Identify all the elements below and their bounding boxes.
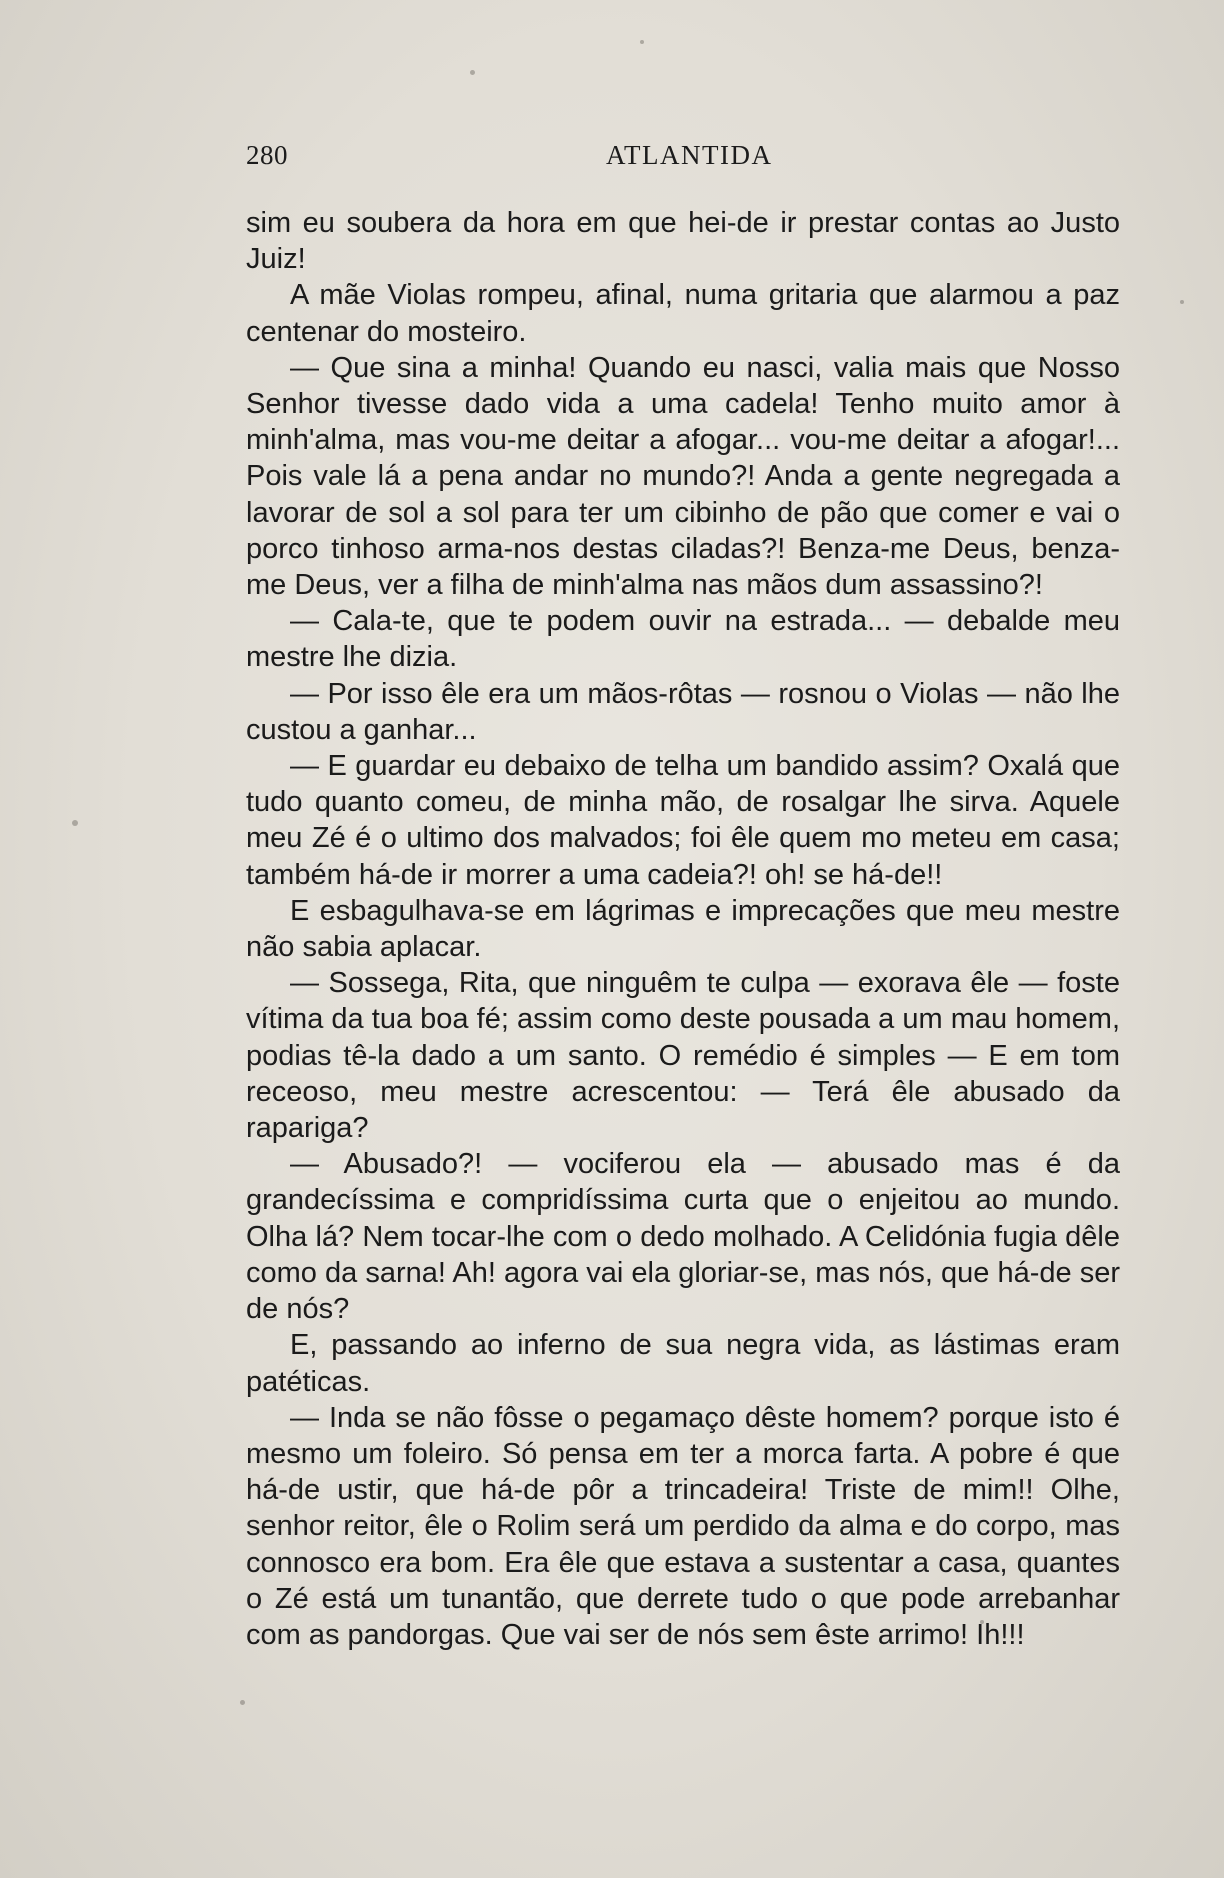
body-text bbox=[246, 205, 1120, 1653]
paper-speck bbox=[470, 70, 475, 75]
paragraph: E esbagulhava-se em lágrimas e imprecações que meu mestre não sabia aplacar. bbox=[246, 894, 1120, 964]
paragraph: — E guardar eu debaixo de telha um bandido assim? Oxalá que tudo quanto comeu, de minha mão, de rosalgar lhe sirva. Aquele meu Zé é o ultimo dos malvados; foi êle quem mo meteu em casa; também há-de ir morrer a uma cadeia?! oh! se há-de!! bbox=[246, 750, 1120, 891]
paragraph: — Sossega, Rita, que ninguêm te culpa — exorava êle — foste vítima da tua boa fé; assim como deste pousada a um mau homem, podias tê-la dado a um santo. O remédio é simples — E em tom receoso, meu mestre acrescentou: — Terá êle abusado da rapariga? bbox=[246, 967, 1120, 1145]
page-number: 280 bbox=[246, 140, 288, 170]
page-header bbox=[246, 140, 1116, 180]
paper-speck bbox=[640, 40, 644, 44]
paragraph: — Por isso êle era um mãos-rôtas — rosnou o Violas — não lhe custou a ganhar... bbox=[246, 677, 1120, 746]
paragraph: sim eu soubera da hora em que hei-de ir prestar contas ao Justo Juiz! bbox=[246, 207, 1120, 276]
paragraph: A mãe Violas rompeu, afinal, numa gritaria que alarmou a paz centenar do mosteiro. bbox=[246, 279, 1120, 348]
paper-speck bbox=[72, 820, 78, 826]
paragraph: E, passando ao inferno de sua negra vida, as lástimas eram patéticas. bbox=[246, 1329, 1120, 1398]
paragraph: — Cala-te, que te podem ouvir na estrada... — debalde meu mestre lhe dizia. bbox=[246, 605, 1120, 674]
paper-speck bbox=[240, 1700, 245, 1705]
paragraph: — Inda se não fôsse o pegamaço dêste homem? porque isto é mesmo um foleiro. Só pensa em ter a morca farta. A pobre é que há-de ustir, que há-de pôr a trincadeira! Triste de mim!! Olhe, senhor reitor, êle o Rolim será um perdido da alma e do corpo, mas connosco era bom. Era êle que estava a sustentar a casa, quantes o Zé está um tunantão, que derrete tudo o que pode arrebanhar com as pandorgas. Que vai ser de nós sem êste arrimo! Ih!!! bbox=[246, 1401, 1120, 1651]
running-title: ATLANTIDA bbox=[606, 140, 773, 170]
paragraph: — Abusado?! — vociferou ela — abusado mas é da grandecíssima e compridíssima curta que o enjeitou ao mundo. Olha lá? Nem tocar-lhe com o dedo molhado. A Celidónia fugia dêle como da sarna! Ah! agora vai ela gloriar-se, mas nós, que há-de ser de nós? bbox=[246, 1148, 1120, 1326]
paragraph: — Que sina a minha! Quando eu nasci, valia mais que Nosso Senhor tivesse dado vida a uma cadela! Tenho muito amor à minh'alma, mas vou-me deitar a afogar... vou-me deitar a afogar!... Pois vale lá a pena andar no mundo?! Anda a gente negregada a lavorar de sol a sol para ter um cibinho de pão que comer e vai o porco tinhoso arma-nos destas ciladas?! Benza-me Deus, benza-me Deus, ver a filha de minh'alma nas mãos dum assassino?! bbox=[246, 351, 1120, 602]
paper-speck bbox=[1180, 300, 1184, 304]
